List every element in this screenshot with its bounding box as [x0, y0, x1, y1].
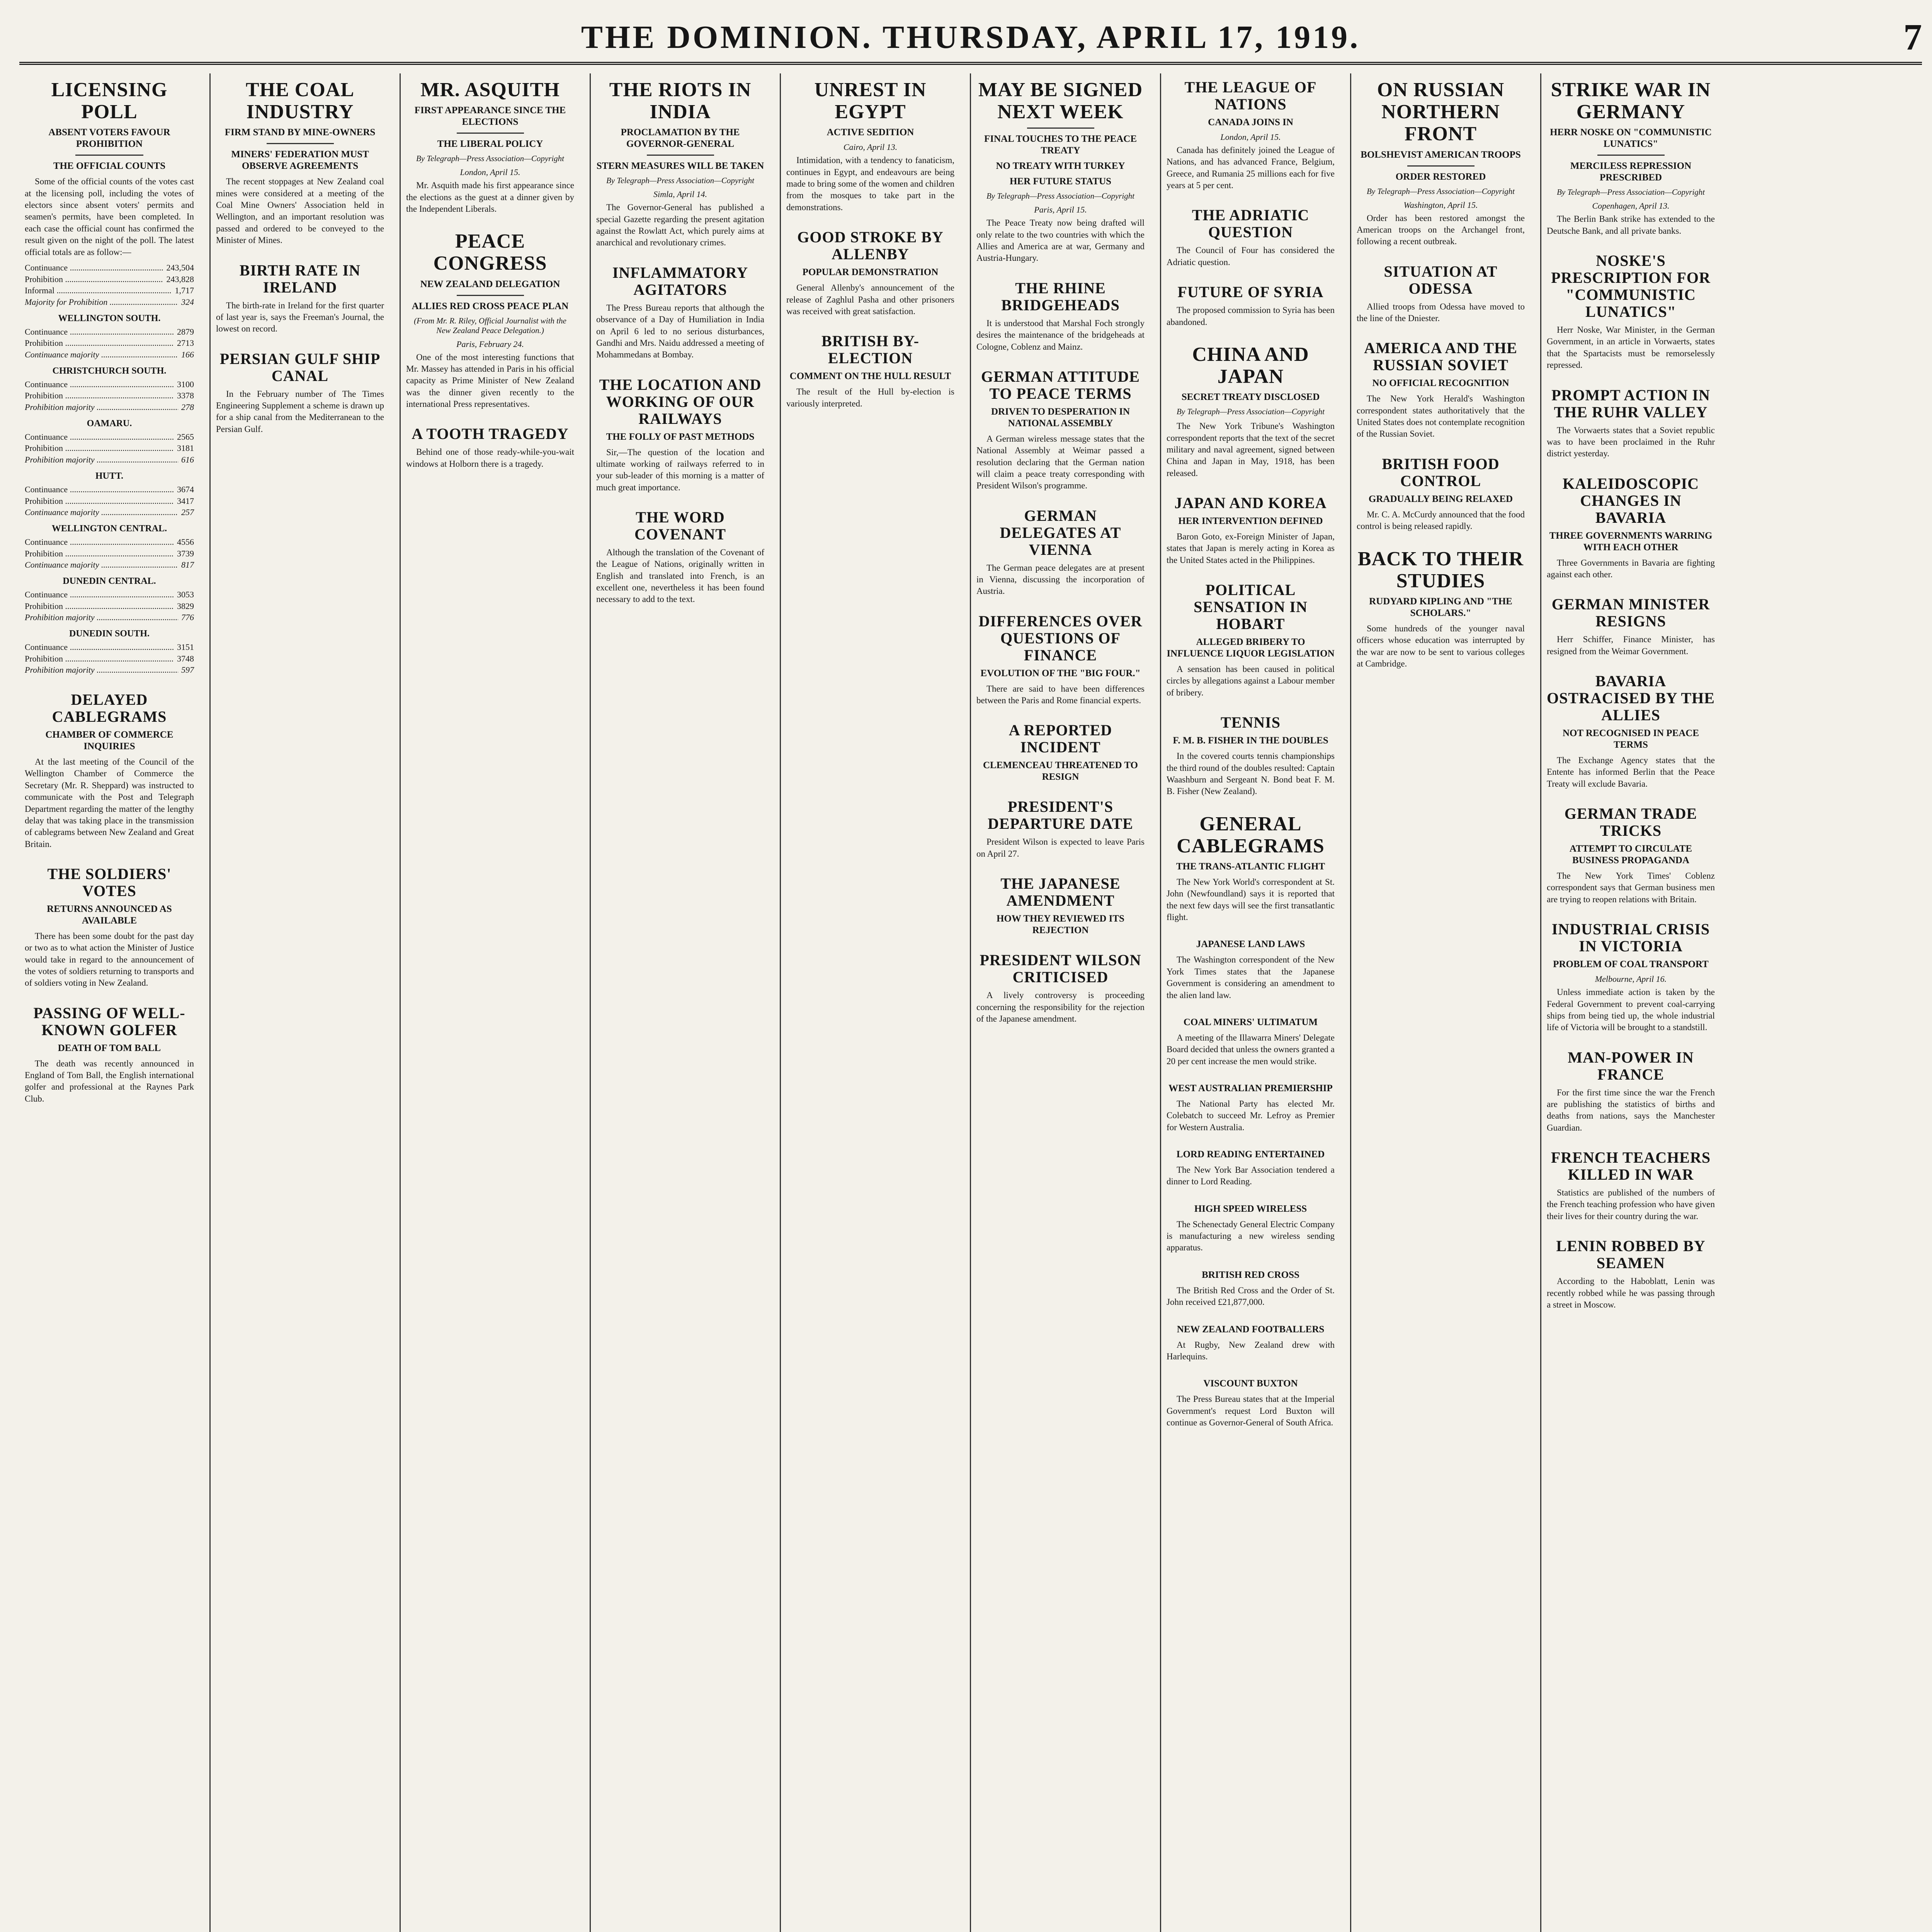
headline: LICENSING POLL	[51, 79, 168, 123]
table-row: Prohibition ..... 3181	[25, 442, 194, 454]
article-body: Intimidation, with a tendency to fanaticism, continues in Egypt, and endeavours are being made to bring some of the women and children from the mosques to take part in the demonstrations.	[786, 155, 954, 212]
headline: THE WORD COVENANT	[634, 509, 726, 543]
divider	[1027, 128, 1094, 129]
electorate-name: DUNEDIN SOUTH.	[69, 629, 150, 639]
table-row: Continuance majority ..... 257	[25, 507, 194, 518]
subheadline: ACTIVE SEDITION	[827, 127, 914, 138]
subheadline: CANADA JOINS IN	[1208, 117, 1293, 128]
table-row: Continuance ..... 3053	[25, 589, 194, 600]
article-body: Allied troops from Odessa have moved to the line of the Dniester.	[1357, 301, 1525, 323]
electorate-name: WELLINGTON CENTRAL.	[51, 523, 167, 534]
article-body: The New York Tribune's Washington correspondent reports that the text of the secret military and naval agreement, signed between China and Japan in May, 1918, has been released.	[1167, 421, 1335, 478]
column-1	[19, 73, 199, 1932]
article-man-power	[1547, 1049, 1715, 1134]
subheadline: BRITISH RED CROSS	[1202, 1269, 1299, 1280]
subheadline: COAL MINERS' ULTIMATUM	[1183, 1017, 1318, 1027]
table-row: Prohibition ..... 3378	[25, 390, 194, 401]
headline: KALEIDOSCOPIC CHANGES IN BAVARIA	[1562, 474, 1699, 526]
article-delayed-cablegrams	[25, 691, 194, 850]
column-9	[1540, 73, 1720, 1932]
article-birth-rate	[216, 262, 384, 335]
article-tooth-tragedy	[406, 425, 574, 470]
article-by-election	[786, 333, 954, 410]
table-row: Prohibition majority ..... 597	[25, 664, 194, 676]
article-body: Herr Schiffer, Finance Minister, has resigned from the Weimar Government.	[1547, 634, 1715, 656]
article-body: A German wireless message states that the National Assembly at Weimar passed a resolution declaring that the German nation will claim a peace treaty corresponding with President Wilson's programme.	[976, 434, 1145, 491]
subheadline: POPULAR DEMONSTRATION	[802, 267, 939, 278]
subheadline: THE OFFICIAL COUNTS	[53, 161, 166, 172]
table-row: Continuance ..... 4556	[25, 536, 194, 548]
article-body: One of the most interesting functions that Mr. Massey has attended in Paris in his official capacity as Prime Minister of New Zealand was the dinner given recently to the international Press representatives.	[406, 352, 574, 409]
headline: MR. ASQUITH	[420, 79, 560, 101]
article-golfer	[25, 1005, 194, 1105]
table-row: Continuance ..... 3151	[25, 641, 194, 653]
subheadline: DEATH OF TOM BALL	[58, 1043, 161, 1053]
page-number: 7	[1903, 16, 1922, 58]
article-japanese-land	[1167, 939, 1335, 1001]
headline: GERMAN ATTITUDE TO PEACE TERMS	[981, 367, 1140, 402]
article-body: President Wilson is expected to leave Paris on April 27.	[976, 837, 1145, 859]
table-row: Prohibition majority ..... 776	[25, 612, 194, 623]
article-body: The Press Bureau reports that although the observance of a Day of Humiliation in India on April 6 led to no serious disturbances, Gandhi and Mrs. Naidu addressed a meeting of Mohammedans at Bombay.	[596, 303, 764, 360]
headline: SITUATION AT ODESSA	[1384, 262, 1498, 297]
table-row: Informal ..... 1,717	[25, 285, 194, 296]
headline: GERMAN MINISTER RESIGNS	[1551, 595, 1710, 630]
credit-line: By Telegraph—Press Association—Copyright	[606, 176, 755, 185]
electorate-section	[25, 576, 194, 623]
headline: THE COAL INDUSTRY	[245, 79, 355, 123]
electorate-results	[25, 313, 194, 676]
article-buxton	[1167, 1378, 1335, 1429]
credit-line: (From Mr. R. Riley, Official Journalist with the New Zealand Peace Delegation.)	[414, 316, 566, 335]
article-ruhr	[1547, 387, 1715, 460]
subheadline: THE LIBERAL POLICY	[437, 139, 543, 150]
headline: THE ADRIATIC QUESTION	[1192, 206, 1310, 241]
subheadline: STERN MEASURES WILL BE TAKEN	[596, 161, 764, 172]
headline: A REPORTED INCIDENT	[1009, 721, 1112, 756]
article-body: Although the translation of the Covenant of the League of Nations, originally written in English and translated into French, is an excellent one, nevertheless it has been found necessary to add to the text.	[596, 548, 764, 604]
article-body: The result of the Hull by-election is variously interpreted.	[786, 387, 954, 408]
subheadline: NEW ZEALAND DELEGATION	[420, 279, 560, 289]
headline: UNREST IN EGYPT	[814, 79, 927, 123]
article-syria	[1167, 284, 1335, 328]
article-body: The German peace delegates are at present in Vienna, discussing the incorporation of Austria.	[976, 563, 1145, 596]
subheadline: HOW THEY REVIEWED ITS REJECTION	[997, 913, 1124, 936]
totals-table	[25, 262, 194, 308]
headline: GERMAN DELEGATES AT VIENNA	[1000, 507, 1121, 558]
headline: PRESIDENT'S DEPARTURE DATE	[988, 798, 1133, 833]
article-persian-canal	[216, 350, 384, 435]
subheadline: SECRET TREATY DISCLOSED	[1181, 392, 1320, 403]
article-body: The New York Herald's Washington correspondent states authoritatively that the United States does not contemplate recognition of the Russian Soviet.	[1357, 394, 1525, 439]
subheadline: NO TREATY WITH TURKEY	[996, 161, 1125, 172]
headline: TENNIS	[1221, 714, 1281, 731]
article-body: The Washington correspondent of the New York Times states that the Japanese Government is considering an amendment to the alien land law.	[1167, 955, 1335, 1000]
article-body: The proposed commission to Syria has been abandoned.	[1167, 305, 1335, 327]
article-body: Order has been restored amongst the American troops on the Archangel front, following a recent outbreak.	[1357, 213, 1525, 247]
headline: PASSING OF WELL-KNOWN GOLFER	[33, 1004, 185, 1039]
article-industrial-crisis	[1547, 921, 1715, 1033]
article-body: The Peace Treaty now being drafted will only relate to the two countries with which the Allies and America are at war, Germany and Austria-Hungary.	[976, 218, 1145, 263]
article-body: The New York World's correspondent at St. John (Newfoundland) says it is reported that the next few days will see the first transatlantic flight.	[1167, 877, 1335, 922]
headline: ON RUSSIAN NORTHERN FRONT	[1377, 79, 1505, 145]
article-lenin	[1547, 1238, 1715, 1311]
subheadline: CLEMENCEAU THREATENED TO RESIGN	[983, 760, 1138, 782]
divider	[457, 295, 524, 296]
table-row: Continuance ..... 2565	[25, 431, 194, 443]
headline: GOOD STROKE BY ALLENBY	[797, 228, 944, 263]
article-body: At Rugby, New Zealand drew with Harlequins.	[1167, 1340, 1335, 1361]
divider	[75, 155, 143, 156]
electorate-section	[25, 313, 194, 361]
article-body: The New York Bar Association tendered a dinner to Lord Reading.	[1167, 1165, 1335, 1187]
electorate-name: WELLINGTON SOUTH.	[58, 313, 161, 323]
subheadline: THE FOLLY OF PAST METHODS	[606, 431, 755, 442]
divider	[267, 143, 334, 144]
article-wireless	[1167, 1203, 1335, 1254]
headline: STRIKE WAR IN GERMANY	[1551, 79, 1711, 123]
subheadline: ORDER RESTORED	[1395, 171, 1486, 182]
table-row: Continuance ..... 243,504	[25, 262, 194, 274]
column-2	[209, 73, 389, 1932]
subheadline: ATTEMPT TO CIRCULATE BUSINESS PROPAGANDA	[1569, 844, 1692, 866]
headline: PERSIAN GULF SHIP CANAL	[219, 350, 381, 384]
article-body: A sensation has been caused in political circles by allegations against a Labour member of bribery.	[1167, 664, 1335, 697]
column-8	[1350, 73, 1530, 1932]
article-body: The Schenectady General Electric Company is manufacturing a new wireless sending apparatus.	[1167, 1219, 1335, 1253]
table-row: Prohibition ..... 3748	[25, 653, 194, 665]
article-french-teachers	[1547, 1149, 1715, 1222]
article-body: Some of the official counts of the votes cast at the licensing poll, including the votes of electors since absent voters' permits and seamen's permits, have been completed. In each case the official count has confirmed the result given on the night of the poll. The latest official totals are as follow:—	[25, 177, 194, 257]
electorate-section	[25, 366, 194, 413]
article-vienna	[976, 507, 1145, 597]
headline: CHINA AND JAPAN	[1192, 343, 1309, 388]
credit-line: By Telegraph—Press Association—Copyright	[1176, 407, 1325, 417]
article-german-attitude	[976, 368, 1145, 492]
article-body: It is understood that Marshal Foch strongly desires the maintenance of the bridgeheads at Cologne, Coblenz and Mainz.	[976, 318, 1145, 352]
headline: GERMAN TRADE TRICKS	[1564, 805, 1697, 840]
article-coal-industry	[216, 79, 384, 247]
table-row: Prohibition ..... 2713	[25, 337, 194, 349]
article-riots-india	[596, 79, 764, 249]
divider	[457, 133, 524, 134]
headline: LENIN ROBBED BY SEAMEN	[1556, 1237, 1706, 1272]
headline: THE LOCATION AND WORKING OF OUR RAILWAYS	[599, 376, 762, 427]
headline: NOSKE'S PRESCRIPTION FOR "COMMUNISTIC LUNATICS"	[1551, 252, 1711, 321]
dateline: Cairo, April 13.	[843, 142, 898, 152]
article-peace-treaty	[976, 79, 1145, 264]
subheadline: NO OFFICIAL RECOGNITION	[1372, 378, 1509, 389]
subheadline: LORD READING ENTERTAINED	[1176, 1149, 1325, 1160]
article-adriatic	[1167, 207, 1335, 268]
subheadline: FIRM STAND BY MINE-OWNERS	[224, 127, 376, 138]
subheadline: MERCILESS REPRESSION PRESCRIBED	[1570, 161, 1692, 183]
article-body: In the February number of The Times Engineering Supplement a scheme is drawn up for a ship canal from the Mediterranean to the Persian Gulf.	[216, 389, 384, 434]
article-body: Statistics are published of the numbers of the French teaching profession who have given their lives for their country during the war.	[1547, 1188, 1715, 1221]
article-body: General Allenby's announcement of the release of Zaghlul Pasha and other prisoners was received with great satisfaction.	[786, 283, 954, 316]
article-america-soviet	[1357, 340, 1525, 440]
headline: DIFFERENCES OVER QUESTIONS OF FINANCE	[978, 612, 1143, 664]
article-general-cablegrams	[1167, 813, 1335, 923]
headline: THE LEAGUE OF NATIONS	[1184, 78, 1317, 113]
headline: POLITICAL SENSATION IN HOBART	[1194, 581, 1308, 633]
headline: DELAYED CABLEGRAMS	[52, 691, 167, 726]
column-3	[400, 73, 580, 1932]
headline: PRESIDENT WILSON CRITICISED	[980, 951, 1141, 986]
article-body: Baron Goto, ex-Foreign Minister of Japan, states that Japan is merely acting in Korea as the United States acted in the Philippines.	[1167, 532, 1335, 565]
article-footballers	[1167, 1324, 1335, 1363]
dateline: Copenhagen, April 13.	[1592, 201, 1670, 211]
article-body: The Exchange Agency states that the Entente has informed Berlin that the Peace Treaty will exclude Bavaria.	[1547, 755, 1715, 789]
column-4	[590, 73, 770, 1932]
article-body: Three Governments in Bavaria are fighting against each other.	[1547, 558, 1715, 579]
headline: PEACE CONGRESS	[433, 230, 547, 275]
masthead-title: THE DOMINION. THURSDAY, APRIL 17, 1919.	[581, 19, 1361, 55]
table-row: Prohibition ..... 3829	[25, 600, 194, 612]
electorate-section	[25, 471, 194, 518]
article-body: The Council of Four has considered the Adriatic question.	[1167, 245, 1335, 267]
subheadline: HER FUTURE STATUS	[1009, 176, 1111, 187]
article-trade-tricks	[1547, 805, 1715, 905]
headline: GENERAL CABLEGRAMS	[1177, 813, 1325, 857]
column-6	[970, 73, 1150, 1932]
article-body: Some hundreds of the younger naval officers whose education was interrupted by the war are now to be sent to various colleges at Cambridge.	[1357, 623, 1525, 668]
article-unrest-egypt	[786, 79, 954, 213]
headline: INDUSTRIAL CRISIS IN VICTORIA	[1551, 920, 1710, 955]
headline: THE SOLDIERS' VOTES	[47, 865, 172, 900]
headline: MAN-POWER IN FRANCE	[1568, 1048, 1694, 1083]
article-body: The Press Bureau states that at the Imperial Government's request Lord Buxton will continue as Governor-General of South Africa.	[1167, 1394, 1335, 1427]
article-asquith	[406, 79, 574, 215]
article-league	[1167, 79, 1335, 191]
subheadline: HERR NOSKE ON "COMMUNISTIC LUNATICS"	[1550, 127, 1712, 150]
headline: AMERICA AND THE RUSSIAN SOVIET	[1364, 339, 1517, 374]
subheadline: HER INTERVENTION DEFINED	[1178, 516, 1323, 527]
subheadline: RUDYARD KIPLING AND "THE SCHOLARS."	[1369, 596, 1512, 618]
article-body: The National Party has elected Mr. Colebatch to succeed Mr. Lefroy as Premier for Western Australia.	[1167, 1099, 1335, 1132]
article-body: Canada has definitely joined the League of Nations, and has advanced France, Belgium, Greece, and Rumania 25 millions each for five years at 5 per cent.	[1167, 145, 1335, 190]
article-body: Unless immediate action is taken by the Federal Government to prevent coal-carrying ships from being tied up, the whole industrial life of Victoria will be brought to a standstill.	[1547, 987, 1715, 1032]
article-railways	[596, 376, 764, 493]
subheadline: THREE GOVERNMENTS WARRING WITH EACH OTHER	[1549, 530, 1713, 553]
table-row: Majority for Prohibition ..... 324	[25, 296, 194, 308]
divider	[1597, 155, 1665, 156]
headline: THE JAPANESE AMENDMENT	[1000, 875, 1121, 910]
article-bavaria	[1547, 475, 1715, 581]
subheadline: FINAL TOUCHES TO THE PEACE TREATY	[984, 134, 1137, 156]
headline: JAPAN AND KOREA	[1174, 494, 1327, 512]
headline: A TOOTH TRAGEDY	[412, 425, 569, 443]
credit-line: By Telegraph—Press Association—Copyright	[1366, 186, 1515, 196]
article-body: According to the Haboblatt, Lenin was recently robbed while he was passing through a street in Moscow.	[1547, 1276, 1715, 1310]
article-body: A lively controversy is proceeding concerning the responsibility for the rejection of the Japanese amendment.	[976, 990, 1145, 1024]
subheadline: FIRST APPEARANCE SINCE THE ELECTIONS	[414, 105, 566, 128]
article-japanese-amendment	[976, 875, 1145, 936]
subheadline: BOLSHEVIST AMERICAN TROOPS	[1361, 149, 1521, 160]
article-body: Behind one of those ready-while-you-wait windows at Holborn there is a tragedy.	[406, 447, 574, 469]
headline: THE RHINE BRIDGEHEADS	[1001, 279, 1120, 314]
article-finance	[976, 613, 1145, 707]
article-body: Mr. C. A. McCurdy announced that the food control is being released rapidly.	[1357, 509, 1525, 531]
article-food-control	[1357, 456, 1525, 532]
subheadline: PROBLEM OF COAL TRANSPORT	[1553, 959, 1709, 970]
article-body: For the first time since the war the French are publishing the statistics of births and deaths from nations, says the Manchester Guardian.	[1547, 1087, 1715, 1133]
headline: BAVARIA OSTRACISED BY THE ALLIES	[1547, 672, 1715, 724]
table-row: Prohibition ..... 3739	[25, 548, 194, 560]
credit-line: By Telegraph—Press Association—Copyright	[416, 154, 565, 163]
article-odessa	[1357, 263, 1525, 325]
subheadline: EVOLUTION OF THE "BIG FOUR."	[980, 668, 1141, 679]
electorate-name: HUTT.	[95, 471, 124, 481]
article-allenby	[786, 229, 954, 317]
article-body: The New York Times' Coblenz correspondent says that German business men are trying to reopen relations with Britain.	[1547, 871, 1715, 904]
credit-line: By Telegraph—Press Association—Copyright	[1556, 187, 1705, 197]
masthead	[19, 15, 1922, 65]
article-body: Sir,—The question of the location and ultimate working of railways referred to in your sub-leader of this morning is a matter of much great importance.	[596, 447, 764, 492]
table-row: Continuance majority ..... 166	[25, 349, 194, 361]
dateline: London, April 15.	[1220, 132, 1281, 142]
article-body: There are said to have been differences between the Paris and Rome financial experts.	[976, 684, 1145, 706]
dateline: Melbourne, April 16.	[1595, 974, 1667, 984]
article-incident	[976, 722, 1145, 783]
table-row: Continuance ..... 3100	[25, 379, 194, 390]
electorate-section	[25, 418, 194, 466]
table-row: Continuance majority ..... 817	[25, 559, 194, 571]
article-agitators	[596, 264, 764, 361]
article-tennis	[1167, 714, 1335, 797]
article-body: Herr Noske, War Minister, in the German Government, in an article in Vorwaerts, states that the Spartacists must be remorselessly repressed.	[1547, 325, 1715, 370]
article-wa-premier	[1167, 1083, 1335, 1133]
article-body: The birth-rate in Ireland for the first quarter of last year is, says the Freeman's Journal, the lowest on record.	[216, 300, 384, 334]
article-peace-congress	[406, 230, 574, 410]
article-licensing-poll	[25, 79, 194, 676]
article-body: The Vorwaerts states that a Soviet republic was to have been proclaimed in the Ruhr district yesterday.	[1547, 425, 1715, 459]
column-7	[1160, 73, 1340, 1932]
dateline: Paris, April 15.	[1034, 205, 1087, 215]
electorate-name: DUNEDIN CENTRAL.	[63, 576, 156, 586]
article-minister-resigns	[1547, 596, 1715, 657]
headline: FRENCH TEACHERS KILLED IN WAR	[1551, 1149, 1711, 1184]
article-body: The recent stoppages at New Zealand coal mines were considered at a meeting of the Coal Mine Owners' Association held in Wellington, and an important resolution was passed and ordered to be conveyed to the Minister of Mines.	[216, 177, 384, 245]
table-row: Prohibition majority ..... 616	[25, 454, 194, 466]
subheadline: F. M. B. FISHER IN THE DOUBLES	[1173, 735, 1328, 746]
subheadline: WEST AUSTRALIAN PREMIERSHIP	[1168, 1083, 1333, 1094]
article-departure	[976, 798, 1145, 860]
article-soldiers-votes	[25, 866, 194, 989]
subheadline: NEW ZEALAND FOOTBALLERS	[1177, 1324, 1325, 1335]
table-row: Prohibition majority ..... 278	[25, 401, 194, 413]
table-row: Prohibition ..... 3417	[25, 495, 194, 507]
article-bavaria-ostracised	[1547, 673, 1715, 790]
article-wilson	[976, 952, 1145, 1025]
dateline: London, April 15.	[460, 167, 520, 177]
subheadline: JAPANESE LAND LAWS	[1196, 939, 1305, 950]
article-body: The Governor-General has published a special Gazette regarding the present agitation against the Rowlatt Act, which purely aims at anarchical and revolutionary crimes.	[596, 202, 764, 248]
article-russian-front	[1357, 79, 1525, 248]
article-lord-reading	[1167, 1149, 1335, 1188]
article-coal-ultimatum	[1167, 1017, 1335, 1067]
subheadline: ABSENT VOTERS FAVOUR PROHIBITION	[48, 127, 170, 150]
subheadline: THE TRANS-ATLANTIC FLIGHT	[1176, 861, 1325, 872]
dateline: Simla, April 14.	[653, 189, 707, 199]
article-word-covenant	[596, 509, 764, 605]
electorate-section	[25, 524, 194, 571]
headline: MAY BE SIGNED NEXT WEEK	[978, 79, 1143, 123]
electorate-name: CHRISTCHURCH SOUTH.	[52, 366, 167, 376]
headline: BRITISH BY-ELECTION	[821, 332, 919, 367]
subheadline: ALLEGED BRIBERY TO INFLUENCE LIQUOR LEGISLATION	[1167, 637, 1335, 659]
subheadline: HIGH SPEED WIRELESS	[1194, 1203, 1307, 1214]
article-body: The British Red Cross and the Order of St. John received £21,877,000.	[1167, 1285, 1335, 1307]
divider	[1407, 165, 1475, 167]
headline: BACK TO THEIR STUDIES	[1357, 548, 1524, 592]
article-body: At the last meeting of the Council of the Wellington Chamber of Commerce the Secretary (Mr. R. Sheppard) was instructed to communicate with the Post and Telegraph Department regarding the matter of the lengthy delay that was taking place in the transmission of cablegrams between New Zealand and Great Britain.	[25, 757, 194, 849]
electorate-name: OAMARU.	[87, 418, 132, 429]
headline: BRITISH FOOD CONTROL	[1382, 455, 1500, 490]
article-red-cross	[1167, 1269, 1335, 1308]
subheadline: ALLIES RED CROSS PEACE PLAN	[412, 301, 569, 311]
article-body: There has been some doubt for the past day or two as to what action the Minister of Justice would take in regard to the announcement of the votes of soldiers returning to transports and of soldiers voting in New Zealand.	[25, 931, 194, 988]
headline: FUTURE OF SYRIA	[1177, 283, 1324, 301]
table-row: Continuance ..... 2879	[25, 326, 194, 338]
dateline: Paris, February 24.	[456, 339, 524, 349]
subheadline: PROCLAMATION BY THE GOVERNOR-GENERAL	[621, 127, 740, 150]
article-korea	[1167, 495, 1335, 566]
subheadline: COMMENT ON THE HULL RESULT	[789, 371, 951, 382]
article-body: A meeting of the Illawarra Miners' Delegate Board decided that unless the owners granted a 20 per cent increase the men would strike.	[1167, 1032, 1335, 1066]
headline: THE RIOTS IN INDIA	[609, 79, 752, 123]
credit-line: By Telegraph—Press Association—Copyright	[986, 191, 1135, 201]
headline: INFLAMMATORY AGITATORS	[612, 264, 748, 298]
column-5	[780, 73, 960, 1932]
subheadline: VISCOUNT BUXTON	[1203, 1378, 1298, 1389]
subheadline: NOT RECOGNISED IN PEACE TERMS	[1562, 728, 1699, 750]
article-body: The death was recently announced in England of Tom Ball, the English international golfer and professional at the Raynes Park Club.	[25, 1058, 194, 1104]
article-body: Mr. Asquith made his first appearance since the elections as the guest at a dinner given by the Independent Liberals.	[406, 180, 574, 214]
article-back-to-studies	[1357, 548, 1525, 670]
article-hobart	[1167, 582, 1335, 699]
article-china-japan	[1167, 344, 1335, 479]
divider	[647, 155, 714, 156]
table-row: Continuance ..... 3674	[25, 484, 194, 495]
electorate-section	[25, 629, 194, 676]
article-strike-germany	[1547, 79, 1715, 237]
subheadline: DRIVEN TO DESPERATION IN NATIONAL ASSEMBLY	[991, 406, 1130, 429]
table-row: Prohibition ..... 243,828	[25, 274, 194, 285]
dateline: Washington, April 15.	[1403, 200, 1478, 210]
article-rhine	[976, 280, 1145, 353]
subheadline: GRADUALLY BEING RELAXED	[1368, 493, 1513, 504]
subheadline: CHAMBER OF COMMERCE INQUIRIES	[45, 730, 173, 752]
article-body: The Berlin Bank strike has extended to the Deutsche Bank, and all private banks.	[1547, 214, 1715, 236]
headline: PROMPT ACTION IN THE RUHR VALLEY	[1551, 386, 1710, 421]
article-noske	[1547, 252, 1715, 371]
headline: BIRTH RATE IN IRELAND	[239, 261, 361, 296]
subheadline: RETURNS ANNOUNCED AS AVAILABLE	[47, 903, 172, 926]
subheadline: MINERS' FEDERATION MUST OBSERVE AGREEMENTS	[231, 149, 369, 172]
article-body: In the covered courts tennis championships the third round of the doubles resulted: Captain Waashburn and Sergeant N. Bond beat F. M. B. Fisher (New Zealand).	[1167, 751, 1335, 796]
